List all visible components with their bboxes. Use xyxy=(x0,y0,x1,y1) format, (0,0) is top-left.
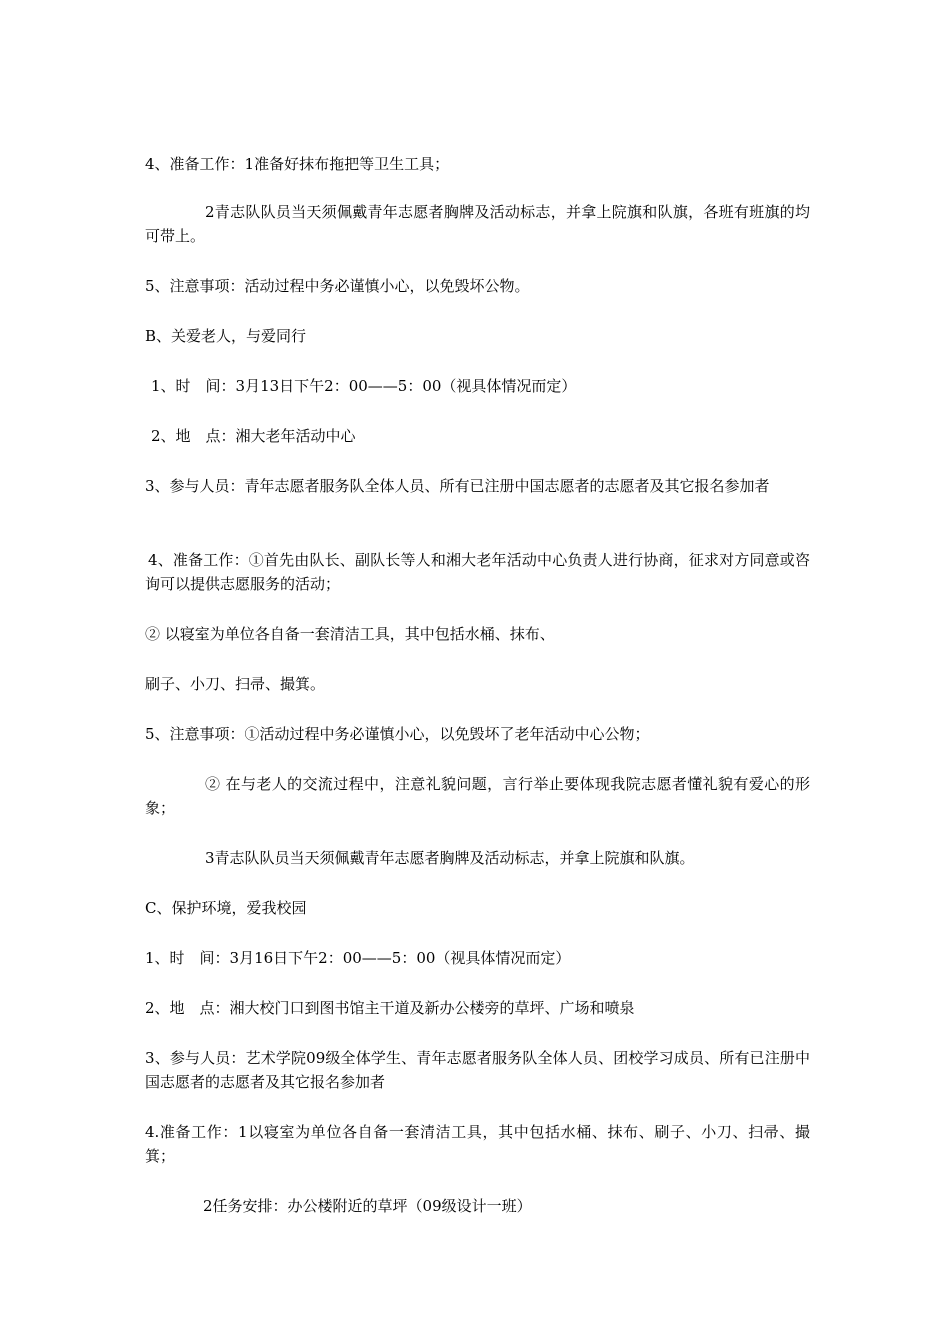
paragraph: 4、准备工作：①首先由队长、副队长等人和湘大老年活动中心负责人进行协商，征求对方同意或咨询可以提供志愿服务的活动； xyxy=(145,551,810,593)
paragraph: 刷子、小刀、扫帚、撮箕。 xyxy=(145,675,326,693)
paragraph: 4.准备工作：1以寝室为单位各自备一套清洁工具，其中包括水桶、抹布、刷子、小刀、扫帚、撮箕； xyxy=(145,1123,810,1165)
section-heading: B、关爱老人，与爱同行 xyxy=(145,327,307,345)
paragraph: ② 在与老人的交流过程中，注意礼貌问题，言行举止要体现我院志愿者懂礼貌有爱心的形象； xyxy=(145,775,810,817)
paragraph: ② 以寝室为单位各自备一套清洁工具，其中包括水桶、抹布、 xyxy=(145,625,555,643)
paragraph: 2青志队队员当天须佩戴青年志愿者胸牌及活动标志，并拿上院旗和队旗，各班有班旗的均可带上。 xyxy=(145,203,810,245)
paragraph: 1、时 间：3月16日下午2：00——5：00（视具体情况而定） xyxy=(145,949,571,967)
paragraph: 2、地 点：湘大老年活动中心 xyxy=(151,427,356,445)
paragraph: 2、地 点：湘大校门口到图书馆主干道及新办公楼旁的草坪、广场和喷泉 xyxy=(145,999,635,1017)
paragraph: 3、参与人员：青年志愿者服务队全体人员、所有已注册中国志愿者的志愿者及其它报名参加者 xyxy=(145,477,770,495)
paragraph: 5、注意事项：①活动过程中务必谨慎小心，以免毁坏了老年活动中心公物； xyxy=(145,725,650,743)
paragraph: 2任务安排：办公楼附近的草坪（09级设计一班） xyxy=(203,1197,532,1215)
paragraph: 3、参与人员：艺术学院09级全体学生、青年志愿者服务队全体人员、团校学习成员、所有已注册中国志愿者的志愿者及其它报名参加者 xyxy=(145,1049,810,1091)
paragraph: 5、注意事项：活动过程中务必谨慎小心，以免毁坏公物。 xyxy=(145,277,530,295)
section-heading: C、保护环境，爱我校园 xyxy=(145,899,307,917)
paragraph: 3青志队队员当天须佩戴青年志愿者胸牌及活动标志，并拿上院旗和队旗。 xyxy=(205,849,695,867)
paragraph: 1、时 间：3月13日下午2：00——5：00（视具体情况而定） xyxy=(151,377,577,395)
paragraph: 4、准备工作：1准备好抹布拖把等卫生工具； xyxy=(145,155,450,173)
